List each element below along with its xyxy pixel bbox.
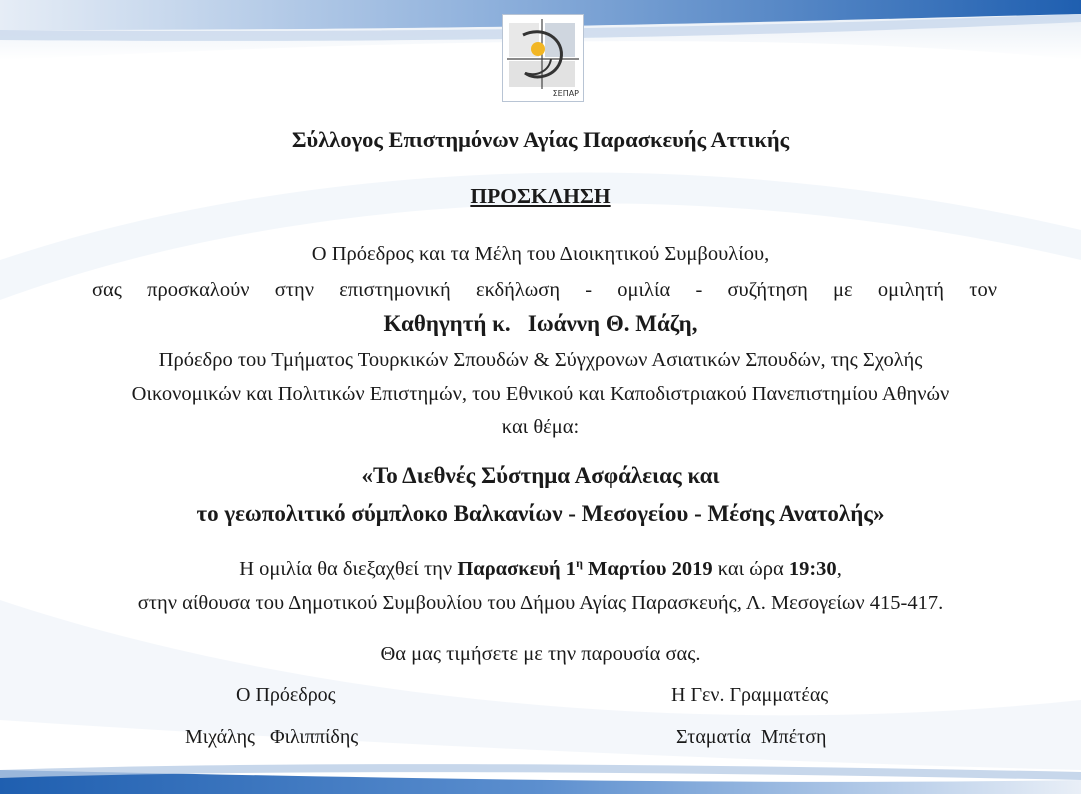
intro-line-1: Ο Πρόεδρος και τα Μέλη του Διοικητικού Συμβουλίου,: [311, 243, 770, 265]
event-time-prefix: και ώρα: [712, 558, 789, 580]
signature-right-name: Σταματία Μπέτση: [676, 726, 827, 748]
event-prefix: Η ομιλία θα διεξαχθεί την: [239, 558, 458, 580]
organization-name: Σύλλογος Επιστημόνων Αγίας Παρασκευής Αττικής: [291, 127, 790, 152]
event-venue: στην αίθουσα του Δημοτικού Συμβουλίου του Δήμου Αγίας Παρασκευής, Λ. Μεσογείων 415-417.: [137, 592, 944, 614]
logo-caption: ΣΕΠΑΡ: [552, 89, 579, 98]
topic-line-1: «Το Διεθνές Σύστημα Ασφάλειας και: [361, 463, 720, 488]
event-suffix: ,: [836, 558, 842, 580]
signature-right-role: Η Γεν. Γραμματέας: [671, 684, 829, 706]
event-time: 19:30: [788, 558, 837, 580]
speaker-title: Καθηγητή κ.: [383, 311, 511, 336]
signature-left-role: Ο Πρόεδρος: [236, 684, 336, 706]
affiliation-line-1: Πρόεδρο του Τμήματος Τουρκικών Σπουδών & Σύγχρονων Ασιατικών Σπουδών, της Σχολής: [158, 349, 923, 371]
affiliation-line-3: και θέμα:: [501, 416, 580, 438]
topic-line-2: το γεωπολιτικό σύμπλοκο Βαλκανίων - Μεσογείου - Μέσης Ανατολής»: [196, 501, 885, 526]
intro-line-2: σας προσκαλούν στην επιστημονική εκδήλωση - ομιλία - συζήτηση με ομιλητή τον: [92, 279, 997, 301]
affiliation-line-2: Οικονομικών και Πολιτικών Επιστημών, του Εθνικού και Καποδιστριακού Πανεπιστημίου Αθηνών: [131, 383, 950, 405]
event-month-year: Μαρτίου 2019: [582, 558, 713, 580]
invitation-heading: ΠΡΟΣΚΛΗΣΗ: [470, 184, 611, 208]
society-logo: [502, 14, 584, 102]
speaker-name: Ιωάννη Θ. Μάζη,: [527, 311, 698, 336]
closing-line: Θα μας τιμήσετε με την παρουσία σας.: [380, 643, 701, 665]
event-day: Παρασκευή 1: [457, 558, 577, 580]
speaker-line: [0, 311, 1081, 337]
event-datetime: [0, 556, 1081, 582]
event-ordinal: η: [576, 556, 583, 570]
signature-left-name: Μιχάλης Φιλιππίδης: [185, 726, 359, 748]
